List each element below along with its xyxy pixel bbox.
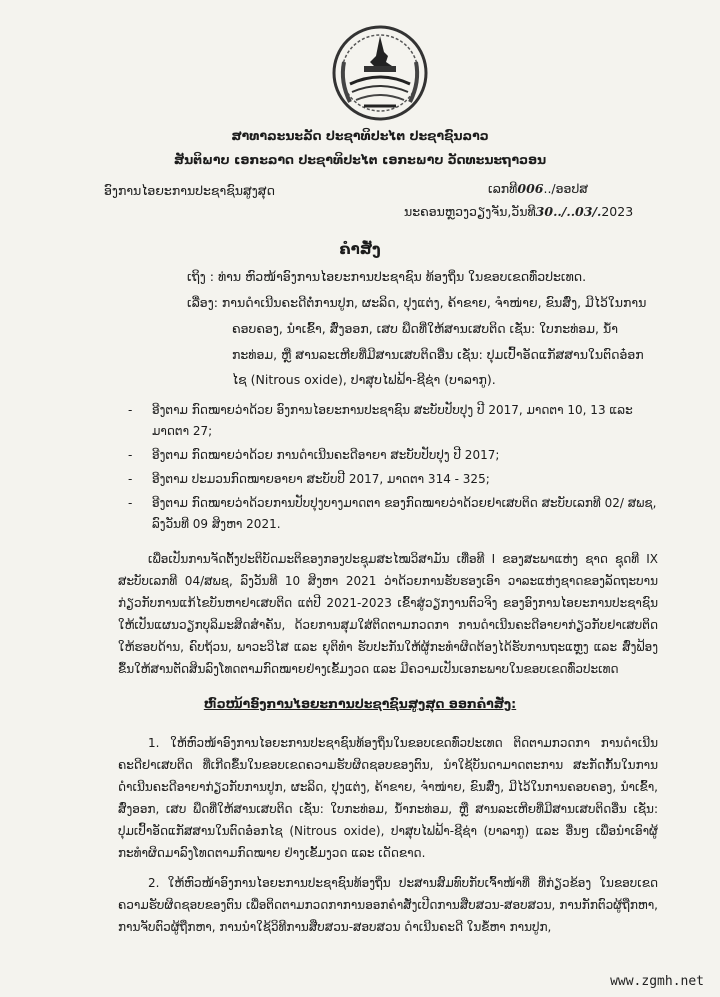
- legal-basis-item: - ອີງຕາມ ກົດໝາຍວ່າດ້ວຍການປັບປຸງບາງມາດຕາ ຂອງກົດໝາຍວ່າດ້ວຍຢາເສບຕິດ ສະບັບເລກທີ 02/ ສພຊ, ລົງວັນທີ 09 ສິງຫາ 2021.: [128, 493, 668, 535]
- reference-number-prefix: ເລກທີ: [488, 181, 518, 196]
- subject-line-1: ເລື່ອງ: ການດຳເນີນຄະດີຕໍ່ການປູກ, ຜະລິດ, ປຸງແຕ່ງ, ຄ້າຂາຍ, ຈຳໜ່າຍ, ຂົນສົ່ງ, ມີໄວ້ໃນການ: [187, 295, 647, 310]
- order-item-2: 2. ໃຫ້ຫົວໜ້າອົງການໄອຍະການປະຊາຊົນທ້ອງຖິ່ນ ປະສານສົມທົບກັບເຈົ້າໜ້າທີ່ ທີ່ກ່ຽວຂ້ອງ ໃນຂອບເຂດຄວາມຮັບຜິດຊອບຂອງຕົນ ເພື່ອຕິດຕາມກວດກາການອອກຄຳສັ່ງເປີດການສືບສວນ-ສອບສວນ, ການກັກຕົວຜູ້ຖືກຫາ, ການຈັບຕົວຜູ້ຖືກຫາ, ການນຳໃຊ້ວິທີການສືບສວນ-ສອບສວນ ດຳເນີນຄະດີ ໃນຂໍ້ຫາ ການປູກ,: [118, 876, 658, 934]
- reference-date-prefix: ນະຄອນຫຼວງວຽງຈັນ,ວັນທີ: [404, 204, 536, 219]
- reference-number: [488, 181, 588, 196]
- document-title: ຄຳສັ່ງ: [339, 240, 381, 258]
- bullet-dash-icon: -: [128, 472, 133, 486]
- reference-date-year: 2023: [601, 204, 634, 219]
- subject-line-4: ໄຊ (Nitrous oxide), ປາສຸບໄຟຟ້າ-ຊີຊ່າ (ບາລາກູ).: [232, 372, 496, 387]
- header-line-1: ສາທາລະນະລັດ ປະຊາທິປະໄຕ ປະຊາຊົນລາວ: [231, 128, 489, 143]
- reference-number-suffix: ../ອອປສ: [543, 181, 589, 196]
- reference-number-handwritten: 006: [517, 181, 544, 196]
- legal-basis-item: - ອີງຕາມ ກົດໝາຍວ່າດ້ວຍ ອົງການໄອຍະການປະຊາຊົນ ສະບັບປັບປຸງ ປີ 2017, ມາດຕາ 10, 13 ແລະ ມາດຕາ 27;: [128, 400, 668, 442]
- subject-line-2: ຄອບຄອງ, ນຳເຂົ້າ, ສົ່ງອອກ, ເສບ ພືດທີ່ໃຫ້ສານເສບຕິດ ເຊັ່ນ: ໃບກະທ່ອມ, ນ້ຳ: [232, 321, 618, 336]
- legal-basis-list: [128, 400, 668, 538]
- preamble-paragraph: ເພື່ອເປັນການຈັດຕັ້ງປະຕິບັດມະຕິຂອງກອງປະຊຸມສະໄໝວິສາມັນ ເທື່ອທີ I ຂອງສະພາແຫ່ງ ຊາດ ຊຸດທີ IX ສະບັບເລກທີ 04/ສພຊ, ລົງວັນທີ 10 ສິງຫາ 2021 ວ່າດ້ວຍການຮັບຮອງເອົາ ວາລະແຫ່ງຊາດຂອງລັດຖະບານ ກ່ຽວກັບການແກ້ໄຂບັນຫາຢາເສບຕິດ ແຕ່ປີ 2021-2023 ເຂົ້າສູ່ວຽກງານຕົວຈິງ ຂອງອົງການໄອຍະການປະຊາຊົນ ໃຫ້ເປັນແຜນວຽກບຸລິມະສິດສຳຄັນ, ດ້ວຍການສຸມໃສ່ຕິດຕາມກວດກາ ການດຳເນີນຄະດີອາຍາກ່ຽວກັບຢາເສບຕິດ ໃຫ້ຮອບດ້ານ, ຄົບຖ້ວນ, ພາວະວິໄສ ແລະ ຍຸຕິທຳ ຮັບປະກັນໃຫ້ຜູ້ກະທຳຜິດຕ້ອງໄດ້ຮັບການຖະແຫຼງ ແລະ ສົ່ງຟ້ອງຂຶ້ນໃຫ້ສານຕັດສິນລົງໂທດຕາມກົດໝາຍຢ່າງເຂັ້ມງວດ ແລະ ມີຄວາມເປັນເອກະພາບໃນຂອບເຂດທົ່ວປະເທດ: [118, 552, 658, 676]
- addressee: ເຖິງ : ທ່ານ ຫົວໜ້າອົງການໄອຍະການປະຊາຊົນ ທ້ອງຖິ່ນ ໃນຂອບເຂດທົ່ວປະເທດ.: [187, 269, 587, 284]
- bullet-dash-icon: -: [128, 448, 133, 462]
- header-line-2: ສັນຕິພາບ ເອກະລາດ ປະຊາທິປະໄຕ ເອກະພາບ ວັດທະນະຖາວອນ: [173, 152, 547, 167]
- reference-date-handwritten: 30../..03/.: [535, 204, 602, 219]
- bullet-dash-icon: -: [128, 403, 133, 417]
- reference-date: [404, 204, 633, 219]
- order-item-1: 1. ໃຫ້ຫົວໜ້າອົງການໄອຍະການປະຊາຊົນທ້ອງຖິ່ນໃນຂອບເຂດທົ່ວປະເທດ ຕິດຕາມກວດກາ ການດຳເນີນຄະດີຢາເສບຕິດ ທີ່ເກີດຂຶ້ນໃນຂອບເຂດຄວາມຮັບຜິດຊອບຂອງຕົນ, ນຳໃຊ້ບັນດາມາດຕະການ ສະກັດກັ້ນໃນການດຳເນີນຄະດີອາຍາກ່ຽວກັບການປູກ, ຜະລິດ, ປຸງແຕ່ງ, ຄ້າຂາຍ, ຈຳໜ່າຍ, ຂົນສົ່ງ, ມີໄວ້ໃນການຄອບຄອງ, ນຳເຂົ້າ, ສົ່ງອອກ, ເສບ ພືດທີ່ໃຫ້ສານເສບຕິດ ເຊັ່ນ: ໃບກະທ່ອມ, ນ້ຳກະທ່ອມ, ຫຼື ສານລະເຫີຍທີ່ມີສານເສບຕິດອື່ນ ເຊັ່ນ: ປຸມເປົ້າອັດແກັສສານໃນຕົດອ໋ອກໄຊ (Nitrous oxide), ປາສຸບໄຟຟ້າ-ຊີຊ່າ (ບາລາກູ) ແລະ ອື່ນໆ ເພື່ອນຳເອົາຜູ້ກະທຳຜິດມາລົງໂທດຕາມກົດໝາຍ ຢ່າງເຂັ້ມງວດ ແລະ ເດັດຂາດ.: [118, 736, 658, 860]
- issuer: ອົງການໄອຍະການປະຊາຊົນສູງສຸດ: [104, 183, 275, 198]
- lao-national-emblem-icon: [326, 22, 434, 124]
- subject-line-3: ກະທ່ອມ, ຫຼື ສານລະເຫີຍທີ່ມີສານເສບຕິດອື່ນ ເຊັ່ນ: ປຸມເປົ້າອັດແກັສສານໃນຕົດອ໋ອກ: [232, 347, 644, 362]
- watermark: www.zgmh.net: [610, 974, 704, 989]
- order-heading: ຫົວໜ້າອົງການໄອຍະການປະຊາຊົນສູງສຸດ ອອກຄຳສັ່ງ:: [203, 696, 517, 711]
- legal-basis-item: - ອີງຕາມ ປະມວນກົດໝາຍອາຍາ ສະບັບປີ 2017, ມາດຕາ 314 - 325;: [128, 469, 668, 490]
- bullet-dash-icon: -: [128, 496, 133, 510]
- legal-basis-item: - ອີງຕາມ ກົດໝາຍວ່າດ້ວຍ ການດຳເນີນຄະດີອາຍາ ສະບັບປັບປຸງ ປີ 2017;: [128, 445, 668, 466]
